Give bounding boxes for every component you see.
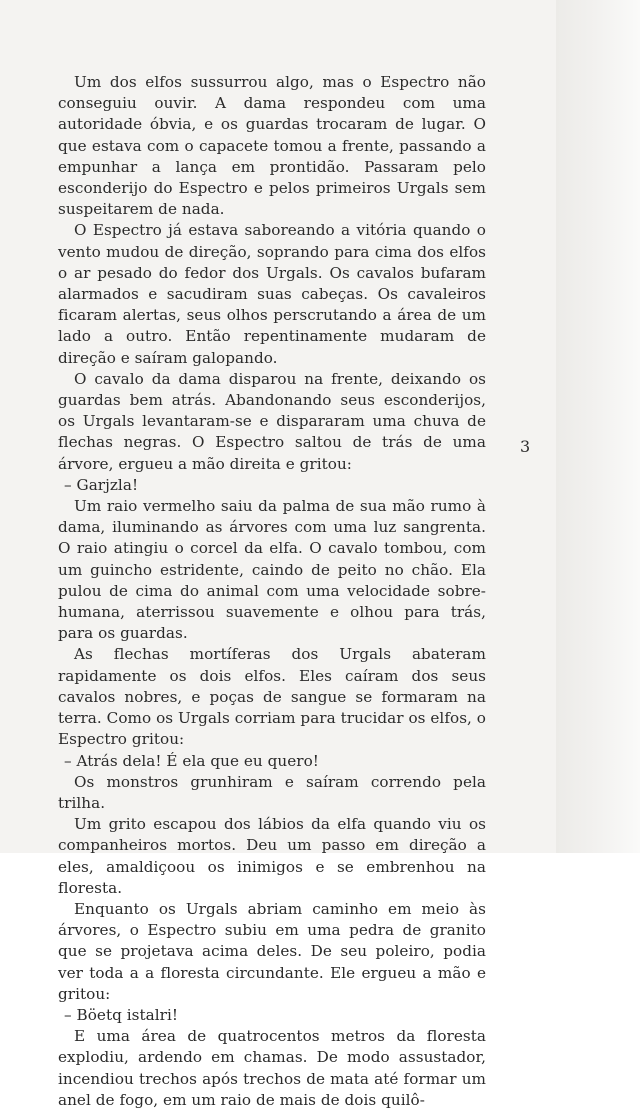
paragraph: Um raio vermelho saiu da palma de sua mão rumo à dama, iluminando as árvores com uma luz sangrenta. O raio atingiu o corcel da elfa. O cavalo tombou, com um guincho estridente, caindo de peito no chão. Ela pulou de cima do animal com uma velocidade sobre-humana, aterrissou suavemente e olhou para trás, para os guardas. <box>58 497 486 643</box>
paragraph: O Espectro já estava saboreando a vitória quando o vento mudou de direção, soprando para cima dos elfos o ar pesado do fedor dos Urgals. Os cavalos bufaram alarmados e sacudiram suas cabeças. Os cavaleiros ficaram alertas, seus olhos perscrutando a área de um lado a outro. Então repentinamente mudaram de direção e saíram galopando. <box>58 221 486 367</box>
page-number: 3 <box>520 437 531 456</box>
dialogue-line: – Böetq istalri! <box>64 1005 179 1024</box>
dialogue-line: – Atrás dela! É ela que eu quero! <box>64 751 319 770</box>
paragraph: As flechas mortíferas dos Urgals abateram rapidamente os dois elfos. Eles caíram dos seus cavalos nobres, e poças de sangue se formaram na terra. Como os Urgals corriam para trucidar os elfos, o Espectro gritou: <box>58 645 486 749</box>
paragraph: Os monstros grunhiram e saíram correndo pela trilha. <box>58 772 486 812</box>
dialogue-line: – Garjzla! <box>64 475 139 494</box>
paragraph: Um grito escapou dos lábios da elfa quando viu os companheiros mortos. Deu um passo em direção a eles, amaldiçoou os inimigos e se embrenhou na floresta. <box>58 815 486 897</box>
paragraph: Enquanto os Urgals abriam caminho em meio às árvores, o Espectro subiu em uma pedra de granito que se projetava acima deles. De seu poleiro, podia ver toda a a floresta circundante. Ele ergueu a mão e gritou: <box>58 899 486 1003</box>
body-text <box>58 72 486 1111</box>
page-gutter <box>556 0 640 853</box>
paragraph: O cavalo da dama disparou na frente, deixando os guardas bem atrás. Abandonando seus esconderijos, os Urgals levantaram-se e dispararam uma chuva de flechas negras. O Espectro saltou de trás de uma árvore, ergueu a mão direita e gritou: <box>58 369 486 473</box>
paragraph: E uma área de quatrocentos metros da floresta explodiu, ardendo em chamas. De modo assustador, incendiou trechos após trechos de mata até formar um anel de fogo, em um raio de mais de dois quilô- <box>58 1027 486 1109</box>
paragraph: Um dos elfos sussurrou algo, mas o Espectro não conseguiu ouvir. A dama respondeu com uma autoridade óbvia, e os guardas trocaram de lugar. O que estava com o capacete tomou a frente, passando a empunhar a lança em prontidão. Passaram pelo esconderijo do Espectro e pelos primeiros Urgals sem suspeitarem de nada. <box>58 73 486 219</box>
